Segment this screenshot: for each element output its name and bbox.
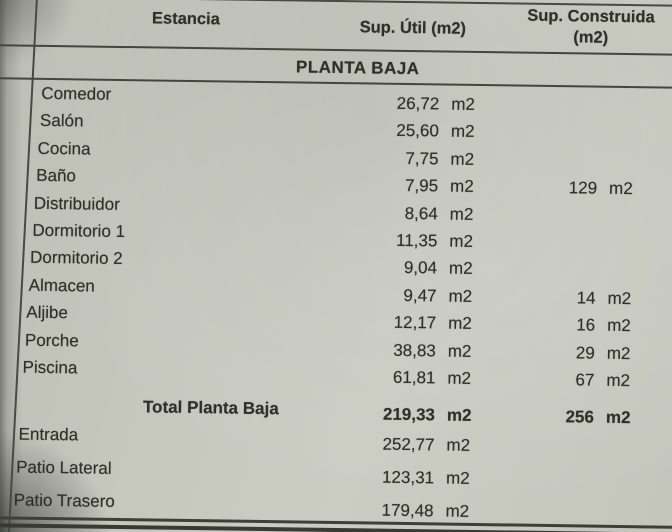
construida-unit: m2 <box>608 178 633 199</box>
util-unit: m2 <box>449 231 474 251</box>
util-unit: m2 <box>451 94 476 114</box>
room-label: Comedor <box>41 83 112 104</box>
construida-value <box>478 232 596 234</box>
construida-value <box>476 436 594 438</box>
room-label: Dormitorio 1 <box>32 220 126 242</box>
util-value: 7,75 <box>405 148 439 169</box>
room-label: Baño <box>36 165 77 186</box>
room-label: Almacen <box>28 275 95 296</box>
util-value: 9,47 <box>403 285 437 306</box>
section-header-planta-baja: PLANTA BAJA <box>295 57 420 79</box>
construida-value: 67 <box>575 370 595 390</box>
construida-value <box>475 502 593 504</box>
construida-value: 14 <box>576 288 596 308</box>
room-label: Salón <box>39 111 84 131</box>
util-value: 219,33 <box>382 404 436 425</box>
construida-value <box>478 259 596 261</box>
util-unit: m2 <box>445 501 470 521</box>
util-value: 252,77 <box>382 434 435 455</box>
util-unit: m2 <box>448 258 473 279</box>
util-unit: m2 <box>448 286 473 306</box>
room-label: Aljibe <box>26 302 69 323</box>
util-unit: m2 <box>447 368 472 388</box>
util-unit: m2 <box>449 204 474 224</box>
construida-value <box>480 122 598 124</box>
room-label: Patio Lateral <box>16 457 112 478</box>
util-value: 123,31 <box>381 467 435 488</box>
util-unit: m2 <box>446 405 472 425</box>
util-unit: m2 <box>447 341 472 361</box>
util-value: 12,17 <box>393 312 437 333</box>
util-value: 38,83 <box>393 340 436 360</box>
util-value: 26,72 <box>396 93 440 114</box>
room-label: Distribuidor <box>33 193 120 214</box>
construida-value: 29 <box>575 342 595 363</box>
construida-unit: m2 <box>606 343 631 363</box>
column-header-sup-construida-line2: (m2) <box>573 28 609 47</box>
room-label: Patio Trasero <box>13 490 115 511</box>
room-label: Cocina <box>37 138 91 159</box>
column-header-sup-util: Sup. Útil (m2) <box>359 18 467 38</box>
construida-unit: m2 <box>607 315 631 336</box>
column-header-sup-construida-line1: Sup. Construida <box>527 6 655 27</box>
util-value: 25,60 <box>396 121 440 141</box>
util-value: 7,95 <box>404 176 439 196</box>
util-value: 8,64 <box>404 203 438 224</box>
util-unit: m2 <box>448 313 472 334</box>
util-value: 179,48 <box>381 500 434 521</box>
util-value: 9,04 <box>403 258 438 278</box>
construida-unit: m2 <box>607 288 632 308</box>
construida-unit: m2 <box>605 407 631 428</box>
util-unit: m2 <box>450 121 475 142</box>
construida-value <box>480 150 598 152</box>
room-label: Total Planta Baja <box>142 397 279 419</box>
construida-unit: m2 <box>606 370 631 391</box>
column-header-sup-construida <box>503 5 672 49</box>
util-unit: m2 <box>450 149 475 169</box>
util-value: 61,81 <box>392 367 436 388</box>
construida-value: 129 <box>568 178 598 198</box>
util-unit: m2 <box>445 468 470 488</box>
room-label: Piscina <box>22 357 78 378</box>
column-header-estancia: Estancia <box>151 9 220 29</box>
construida-value: 256 <box>565 407 595 427</box>
util-value: 11,35 <box>395 230 438 251</box>
util-unit: m2 <box>446 435 471 455</box>
construida-value <box>480 95 598 97</box>
util-unit: m2 <box>449 176 474 197</box>
room-label: Dormitorio 2 <box>29 248 123 269</box>
construida-value <box>479 205 597 207</box>
construida-value <box>475 469 593 471</box>
room-label: Porche <box>24 330 79 351</box>
construida-value: 16 <box>576 315 596 335</box>
room-label: Entrada <box>18 424 79 445</box>
